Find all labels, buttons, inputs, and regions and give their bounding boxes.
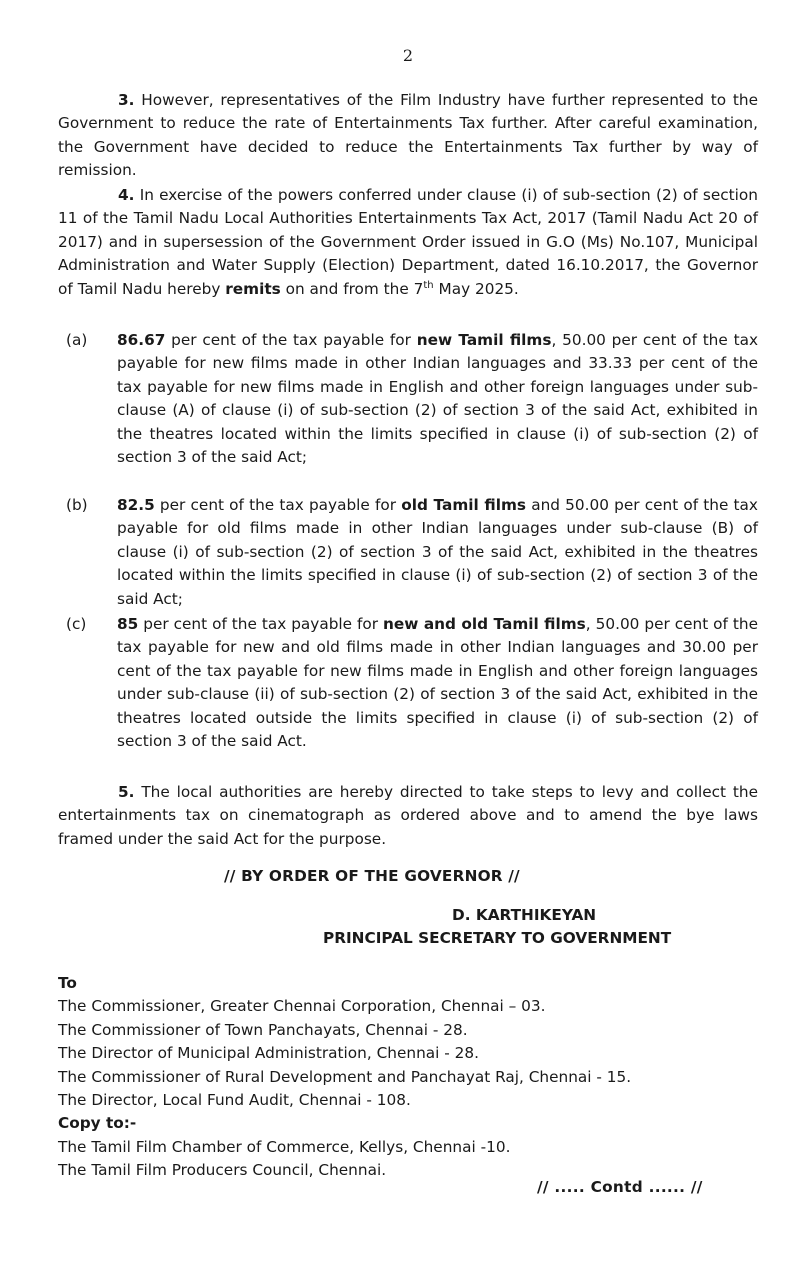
clause-item-c	[58, 613, 758, 753]
clause-item-a	[58, 329, 758, 469]
paragraph-text: The local authorities are hereby directed to take steps to levy and collect the entertainments tax on cinematograph as ordered above and to amend the bye laws framed under the said Act for the purpose.	[58, 783, 758, 848]
clause-text-part: , 50.00 per cent of the tax payable for new and old films made in other Indian languages and 30.00 per cent of the tax payable for new films made in English and other foreign languages under sub-clause (ii) of sub-section (2) of section 3 of the said Act, exhibited in the theatres located outside the limits specified in clause (i) of sub-section (2) of section 3 of the said Act.	[117, 615, 758, 751]
continued-marker: // ..... Contd ...... //	[537, 1178, 703, 1196]
clause-text-part: per cent of the tax payable for	[154, 496, 402, 514]
clause-label: (a)	[66, 331, 88, 349]
paragraph-number: 5.	[118, 783, 135, 801]
film-category: old Tamil films	[401, 496, 527, 514]
paragraph-text-end: May 2025.	[433, 279, 519, 298]
clause-label: (c)	[66, 615, 87, 633]
clause-text-part: , 50.00 per cent of the tax payable for new films made in other Indian languages and 33.33 per cent of the tax payable for new films made in English and other foreign languages under sub-clause (A) of clause (i) of sub-section (2) of section 3 of the said Act, exhibited in the theatres located within the limits specified in clause (i) of sub-section (2) of section 3 of the said Act;	[117, 331, 758, 467]
order-line: // BY ORDER OF THE GOVERNOR //	[224, 867, 520, 885]
remits-emphasis: remits	[225, 279, 281, 298]
clause-item-b	[58, 494, 758, 611]
recipient: The Director, Local Fund Audit, Chennai - 108.	[58, 1091, 411, 1110]
recipient: The Commissioner, Greater Chennai Corporation, Chennai – 03.	[58, 997, 546, 1016]
paragraph-3	[58, 89, 758, 183]
recipient: The Commissioner of Town Panchayats, Chennai - 28.	[58, 1020, 468, 1039]
film-category: new and old Tamil films	[383, 615, 586, 633]
signatory-title: PRINCIPAL SECRETARY TO GOVERNMENT	[323, 929, 672, 947]
recipient: The Director of Municipal Administration, Chennai - 28.	[58, 1044, 479, 1063]
copy-recipient: The Tamil Film Producers Council, Chennai.	[58, 1161, 387, 1180]
clause-text	[117, 613, 758, 753]
paragraph-5	[58, 781, 758, 851]
copy-heading: Copy to:-	[58, 1114, 137, 1133]
clause-text	[117, 494, 758, 611]
rate-value: 82.5	[117, 496, 155, 514]
ordinal-suffix: th	[423, 279, 434, 291]
clause-label: (b)	[66, 496, 88, 514]
paragraph-number: 4.	[118, 186, 135, 204]
film-category: new Tamil films	[416, 331, 552, 349]
page-number: 2	[402, 46, 414, 65]
recipient: The Commissioner of Rural Development and Panchayat Raj, Chennai - 15.	[58, 1067, 632, 1086]
rate-value: 85	[117, 615, 139, 633]
paragraph-text-mid: on and from the 7	[280, 279, 424, 298]
distribution-list	[58, 972, 758, 1183]
copy-recipient: The Tamil Film Chamber of Commerce, Kellys, Chennai -10.	[58, 1137, 511, 1156]
paragraph-text: However, representatives of the Film Industry have further represented to the Government to reduce the rate of Entertainments Tax further. After careful examination, the Government have decided to reduce the Entertainments Tax further by way of remission.	[58, 91, 758, 180]
clause-text-part: and 50.00 per cent of the tax payable for old films made in other Indian languages under sub-clause (B) of clause (i) of sub-section (2) of section 3 of the said Act, exhibited in the theatres located within the limits specified in clause (i) of sub-section (2) of section 3 of the said Act;	[117, 496, 758, 608]
paragraph-number: 3.	[118, 91, 135, 109]
rate-value: 86.67	[117, 331, 166, 349]
clause-text-part: per cent of the tax payable for	[165, 331, 417, 349]
to-heading: To	[58, 974, 77, 992]
clause-text-part: per cent of the tax payable for	[138, 615, 384, 633]
paragraph-text: In exercise of the powers conferred under clause (i) of sub-section (2) of section 11 of the Tamil Nadu Local Authorities Entertainments Tax Act, 2017 (Tamil Nadu Act 20 of 2017) and in supersession of the Government Order issued in G.O (Ms) No.107, Municipal Administration and Water Supply (Election) Department, dated 16.10.2017, the Governor of Tamil Nadu hereby	[58, 186, 758, 298]
clause-text	[117, 329, 758, 469]
signatory-name: D. KARTHIKEYAN	[452, 906, 597, 924]
paragraph-4	[58, 184, 758, 301]
